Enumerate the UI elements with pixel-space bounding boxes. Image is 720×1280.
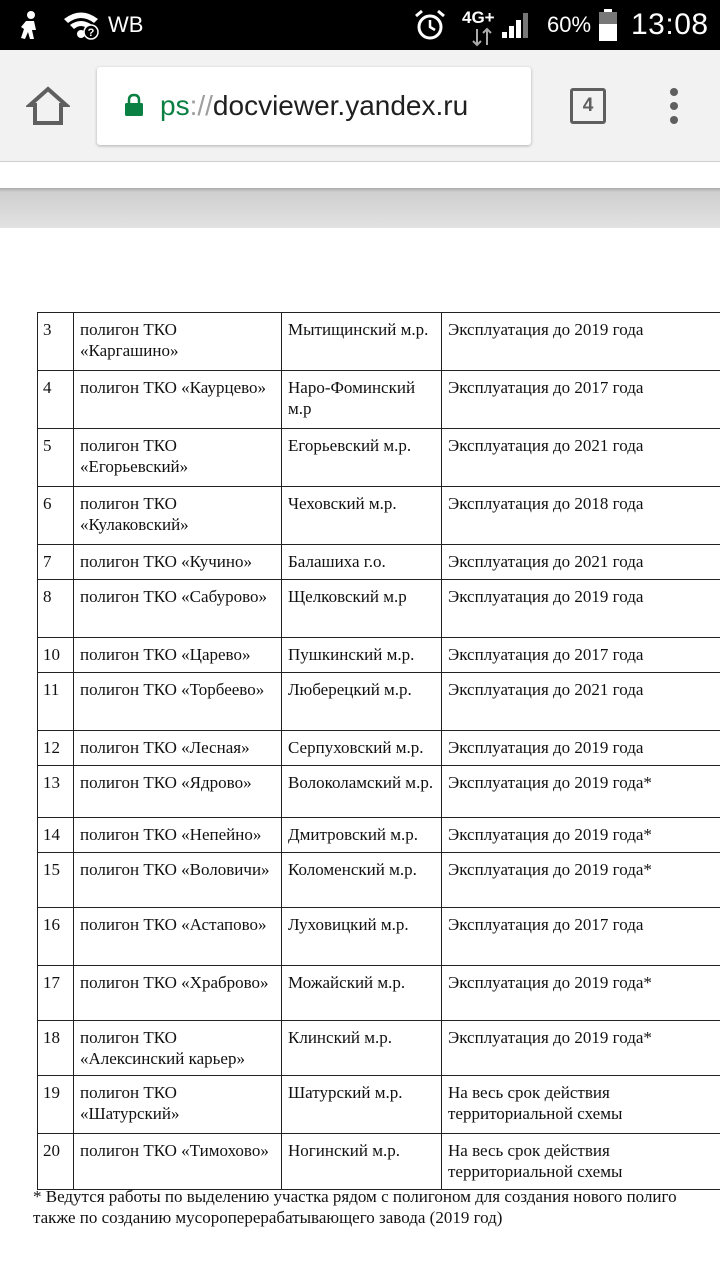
operation-status: Эксплуатация до 2019 года*: [442, 853, 720, 908]
table-row: [38, 908, 720, 966]
table-row: [38, 673, 720, 731]
table-row: [38, 966, 720, 1021]
operation-status: На весь срок действия территориальной схемы: [442, 1076, 720, 1134]
table-row: [38, 371, 720, 429]
operation-status: Эксплуатация до 2017 года: [442, 371, 720, 429]
browser-toolbar: [0, 50, 720, 162]
table-row: [38, 853, 720, 908]
district-name: Егорьевский м.р.: [282, 429, 442, 487]
lock-icon: [124, 93, 144, 117]
landfill-name: полигон ТКО «Непейно»: [74, 818, 282, 853]
operation-status: Эксплуатация до 2019 года*: [442, 818, 720, 853]
table-row: [38, 429, 720, 487]
url-host: docviewer.yandex.ru: [212, 90, 469, 121]
row-number: 16: [38, 908, 74, 966]
operation-status: Эксплуатация до 2017 года: [442, 908, 720, 966]
landfill-name: полигон ТКО «Сабурово»: [74, 580, 282, 638]
district-name: Чеховский м.р.: [282, 487, 442, 545]
url-separator: ://: [189, 90, 213, 121]
landfill-name: полигон ТКО «Каурцево»: [74, 371, 282, 429]
table-row: [38, 580, 720, 638]
district-name: Люберецкий м.р.: [282, 673, 442, 731]
table-row: [38, 766, 720, 818]
clock: 13:08: [631, 8, 709, 41]
svg-text:?: ?: [87, 27, 95, 39]
district-name: Коломенский м.р.: [282, 853, 442, 908]
table-body: [38, 313, 720, 1190]
operation-status: Эксплуатация до 2019 года*: [442, 766, 720, 818]
operation-status: Эксплуатация до 2019 года: [442, 313, 720, 371]
district-name: Пушкинский м.р.: [282, 638, 442, 673]
landfill-name: полигон ТКО «Кучино»: [74, 545, 282, 580]
landfill-name: полигон ТКО «Алексинский карьер»: [74, 1021, 282, 1076]
battery-percent: 60%: [547, 12, 592, 37]
operation-status: На весь срок действия территориальной схемы: [442, 1134, 720, 1190]
district-name: Балашиха г.о.: [282, 545, 442, 580]
tab-count: 4: [582, 95, 594, 116]
address-bar[interactable]: [97, 67, 531, 145]
operation-status: Эксплуатация до 2021 года: [442, 545, 720, 580]
landfill-name: полигон ТКО «Тимохово»: [74, 1134, 282, 1190]
signal-icon: [500, 0, 534, 50]
landfill-name: полигон ТКО «Астапово»: [74, 908, 282, 966]
row-number: 10: [38, 638, 74, 673]
person-icon: [17, 0, 43, 50]
district-name: Шатурский м.р.: [282, 1076, 442, 1134]
network-type-label: 4G+: [462, 8, 495, 27]
landfill-name: полигон ТКО «Воловичи»: [74, 853, 282, 908]
footnote-line: также по созданию мусороперерабатывающего завода (2019 год): [33, 1208, 503, 1227]
home-button[interactable]: [26, 86, 70, 126]
district-name: Можайский м.р.: [282, 966, 442, 1021]
row-number: 8: [38, 580, 74, 638]
footnote: [33, 1186, 720, 1228]
footnote-line: * Ведутся работы по выделению участка рядом с полигоном для создания нового полиго: [33, 1187, 677, 1206]
table-row: [38, 731, 720, 766]
operation-status: Эксплуатация до 2018 года: [442, 487, 720, 545]
district-name: Наро-Фоминский м.р: [282, 371, 442, 429]
status-bar: [0, 0, 720, 50]
url-scheme: ps: [160, 90, 190, 121]
table-row: [38, 1134, 720, 1190]
district-name: Мытищинский м.р.: [282, 313, 442, 371]
landfill-name: полигон ТКО «Царево»: [74, 638, 282, 673]
landfill-name: полигон ТКО «Егорьевский»: [74, 429, 282, 487]
row-number: 7: [38, 545, 74, 580]
operation-status: Эксплуатация до 2019 года: [442, 731, 720, 766]
alarm-icon: [413, 0, 447, 50]
row-number: 20: [38, 1134, 74, 1190]
row-number: 14: [38, 818, 74, 853]
operation-status: Эксплуатация до 2021 года: [442, 673, 720, 731]
document-page[interactable]: [0, 228, 720, 1280]
table-row: [38, 1076, 720, 1134]
home-icon: [26, 86, 70, 126]
row-number: 4: [38, 371, 74, 429]
district-name: Ногинский м.р.: [282, 1134, 442, 1190]
district-name: Дмитровский м.р.: [282, 818, 442, 853]
landfill-name: полигон ТКО «Ядрово»: [74, 766, 282, 818]
table-row: [38, 818, 720, 853]
table-row: [38, 545, 720, 580]
row-number: 5: [38, 429, 74, 487]
table-row: [38, 487, 720, 545]
tab-switcher-button[interactable]: [570, 88, 606, 124]
landfill-name: полигон ТКО «Храброво»: [74, 966, 282, 1021]
viewer-toolbar-shadow: [0, 188, 720, 228]
landfill-table: [37, 312, 720, 1190]
row-number: 6: [38, 487, 74, 545]
row-number: 19: [38, 1076, 74, 1134]
menu-dot-icon: [670, 88, 678, 96]
district-name: Серпуховский м.р.: [282, 731, 442, 766]
row-number: 13: [38, 766, 74, 818]
row-number: 18: [38, 1021, 74, 1076]
row-number: 17: [38, 966, 74, 1021]
district-name: Щелковский м.р: [282, 580, 442, 638]
overflow-menu-button[interactable]: [664, 88, 684, 124]
operation-status: Эксплуатация до 2019 года*: [442, 1021, 720, 1076]
operation-status: Эксплуатация до 2017 года: [442, 638, 720, 673]
wifi-icon: [62, 0, 100, 50]
landfill-name: полигон ТКО «Торбеево»: [74, 673, 282, 731]
district-name: Волоколамский м.р.: [282, 766, 442, 818]
landfill-name: полигон ТКО «Кулаковский»: [74, 487, 282, 545]
menu-dot-icon: [670, 116, 678, 124]
table-row: [38, 1021, 720, 1076]
table-row: [38, 313, 720, 371]
district-name: Клинский м.р.: [282, 1021, 442, 1076]
operation-status: Эксплуатация до 2019 года*: [442, 966, 720, 1021]
carrier-label: WB: [108, 12, 144, 37]
landfill-name: полигон ТКО «Каргашино»: [74, 313, 282, 371]
landfill-name: полигон ТКО «Лесная»: [74, 731, 282, 766]
row-number: 12: [38, 731, 74, 766]
operation-status: Эксплуатация до 2021 года: [442, 429, 720, 487]
operation-status: Эксплуатация до 2019 года: [442, 580, 720, 638]
row-number: 11: [38, 673, 74, 731]
menu-dot-icon: [670, 102, 678, 110]
row-number: 3: [38, 313, 74, 371]
table-row: [38, 638, 720, 673]
url-text: [160, 67, 468, 145]
district-name: Луховицкий м.р.: [282, 908, 442, 966]
row-number: 15: [38, 853, 74, 908]
battery-icon: [597, 0, 619, 50]
landfill-name: полигон ТКО «Шатурский»: [74, 1076, 282, 1134]
